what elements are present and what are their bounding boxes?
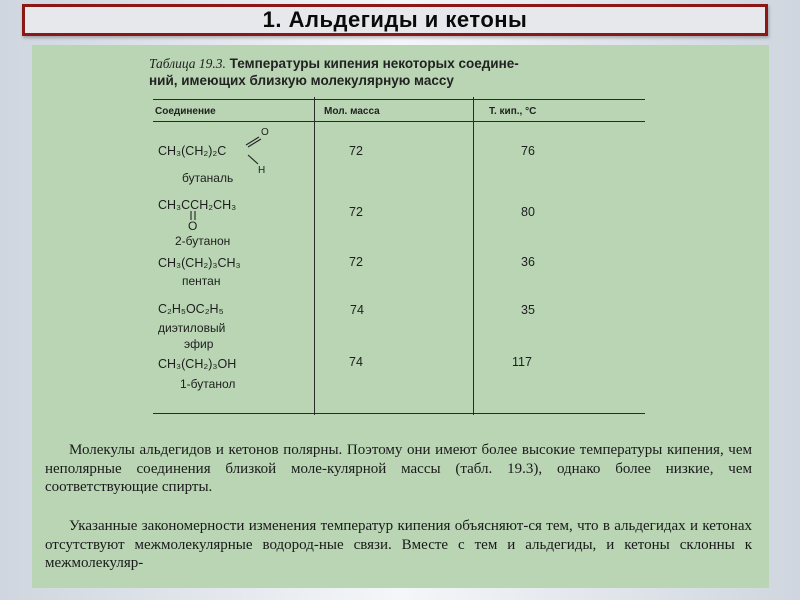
header-bp: Т. кип., °С — [489, 106, 537, 117]
table-bottom-rule — [153, 413, 645, 414]
title-bar — [22, 4, 768, 36]
row-5-mass: 74 — [349, 355, 363, 369]
header-compound: Соединение — [155, 106, 216, 117]
row-3-bp: 36 — [521, 255, 535, 269]
table-caption-text-1: Температуры кипения некоторых соедине- — [229, 56, 519, 71]
row-4-formula: C₂H₅OC₂H₅ — [158, 302, 224, 316]
row-2-oxygen: O — [188, 219, 198, 233]
row-1-name: бутаналь — [182, 171, 234, 185]
row-1-mass: 72 — [349, 144, 363, 158]
row-4-name: диэтиловый — [158, 321, 226, 335]
row-1-oxygen: O — [261, 127, 269, 138]
row-3-name: пентан — [182, 274, 221, 288]
slide-title: 1. Альдегиды и кетоны — [262, 7, 528, 32]
row-4-mass: 74 — [350, 303, 364, 317]
table-column-divider-2 — [473, 97, 474, 415]
table-caption-label: Таблица 19.3. — [149, 56, 226, 71]
row-4-bp: 35 — [521, 303, 535, 317]
table-caption-text-2: ний, имеющих близкую молекулярную массу — [149, 73, 454, 88]
header-mass: Мол. масса — [324, 106, 380, 117]
row-3-mass: 72 — [349, 255, 363, 269]
table-top-rule — [153, 99, 645, 100]
row-3-formula: CH₃(CH₂)₃CH₃ — [158, 256, 241, 270]
textbook-page — [32, 45, 769, 588]
table-caption — [149, 55, 519, 89]
row-5-bp: 117 — [512, 355, 532, 369]
row-1-formula: CH₃(CH₂)₂C — [158, 144, 227, 158]
table-header-rule — [153, 121, 645, 122]
row-1-aldehyde-bonds-icon — [242, 133, 266, 167]
row-1-hydrogen: H — [258, 165, 266, 176]
paragraph-2: Указанные закономерности изменения температур кипения объясняют-ся тем, что в альдегидах и кетонах отсутствуют межмолекулярные водород-ные связи. Вместе с тем и альдегиды, и кетоны склонны к межмолекуляр- — [45, 518, 752, 572]
row-2-bp: 80 — [521, 205, 535, 219]
row-5-name: 1-бутанол — [180, 377, 236, 391]
row-1-bp: 76 — [521, 144, 535, 158]
paragraph-1: Молекулы альдегидов и кетонов полярны. Поэтому они имеют более высокие температуры кипения, чем неполярные соединения близкой моле-кулярной массы (табл. 19.3), однако более низкие, чем соответствующие спирты. — [45, 442, 752, 496]
row-4-name-2: эфир — [184, 337, 214, 351]
table-column-divider-1 — [314, 97, 315, 415]
row-2-mass: 72 — [349, 205, 363, 219]
row-5-formula: CH₃(CH₂)₃OH — [158, 357, 237, 371]
row-2-formula: CH₃CCH₂CH₃ — [158, 198, 237, 212]
row-2-name: 2-бутанон — [175, 234, 231, 248]
